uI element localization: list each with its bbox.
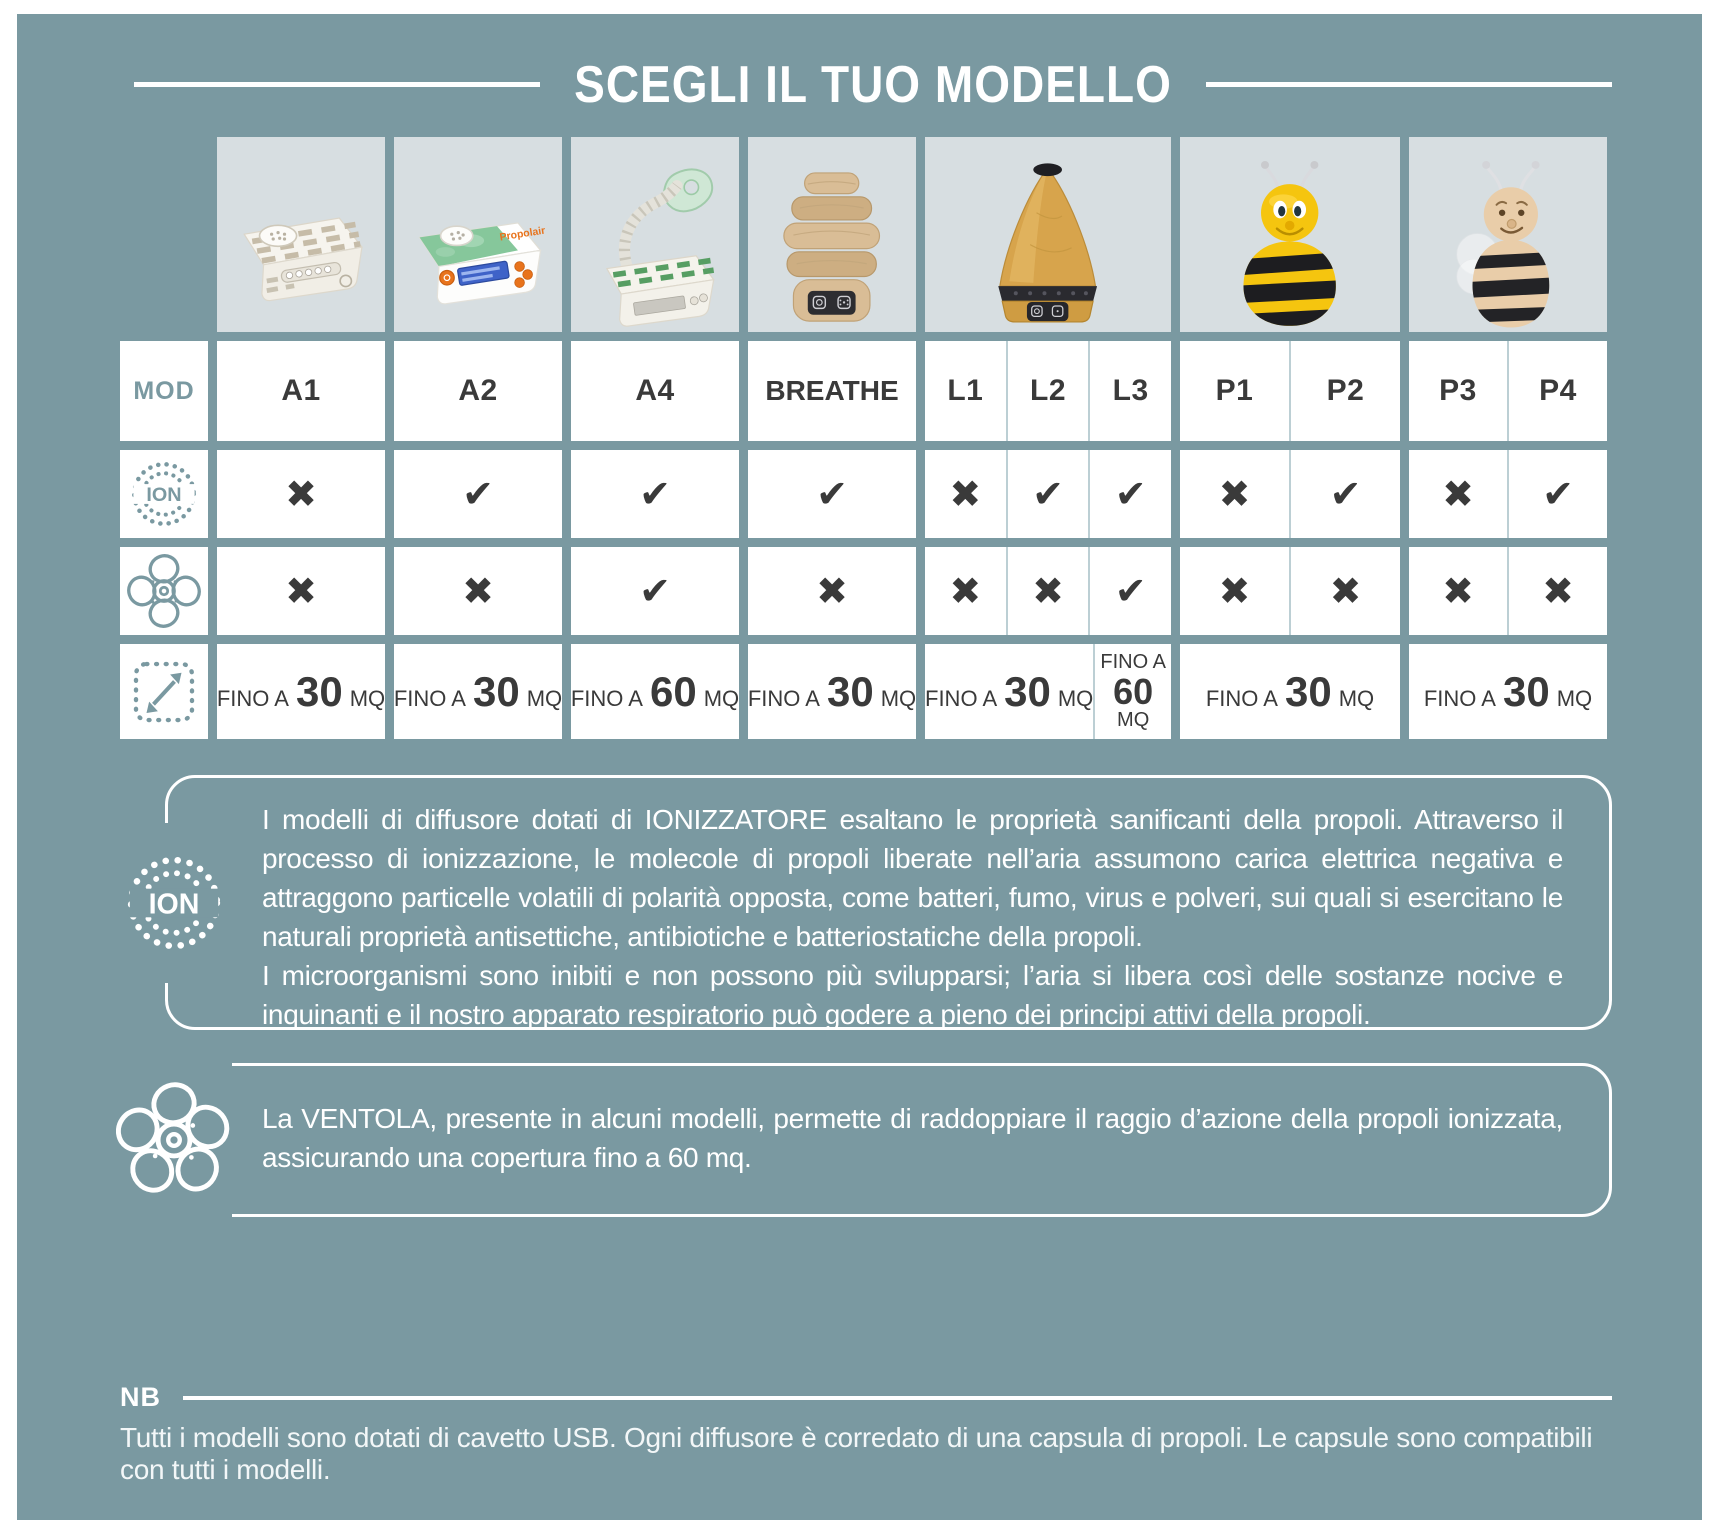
ion-cell-a4: ✔	[571, 450, 739, 538]
coverage-cell-breathe: FINO A 30 MQ	[748, 644, 916, 739]
coverage-cells-l	[925, 644, 1171, 739]
ion-box-icon-text: ION	[148, 887, 200, 920]
ion-icon	[128, 458, 200, 530]
ion-cell-p1: ✖	[1218, 472, 1251, 516]
model-cell-p1: P1	[1215, 374, 1254, 407]
model-cell-p3: P3	[1439, 374, 1477, 407]
coverage-cell-a1: FINO A 30 MQ	[217, 644, 385, 739]
ion-icon-large	[122, 851, 226, 955]
footer-nb-label: NB	[120, 1382, 161, 1412]
title-row	[134, 52, 1612, 116]
model-cell-a4: A4	[571, 341, 739, 441]
row-label-fan	[120, 547, 208, 635]
ion-cell-p2: ✔	[1289, 450, 1400, 538]
footer-rule	[183, 1396, 1612, 1400]
model-cells-l	[925, 341, 1171, 441]
fan-cell-a2: ✖	[394, 547, 562, 635]
ion-cells-p12	[1180, 450, 1400, 538]
fan-paragraph: La VENTOLA, presente in alcuni modelli, permette di raddoppiare il raggio d’azione della propoli ionizzata, assicurando una copertura fino a 60 mq.	[262, 1103, 1563, 1173]
ion-cell-l1: ✖	[949, 472, 982, 516]
fan-cell-p3: ✖	[1442, 569, 1474, 613]
title-rule-left	[134, 82, 540, 87]
coverage-cell-p3-p4: FINO A 30 MQ	[1409, 644, 1607, 739]
ion-icon-text: ION	[146, 484, 182, 507]
fan-cell-breathe: ✖	[748, 547, 916, 635]
model-cell-l1: L1	[947, 374, 984, 407]
ion-cell-breathe: ✔	[748, 450, 916, 538]
ion-cell-a2: ✔	[394, 450, 562, 538]
a2-logo-text: Propolair	[499, 225, 547, 244]
coverage-cell-a4: FINO A 60 MQ	[571, 644, 739, 739]
model-cells-p12	[1180, 341, 1400, 441]
fan-info-box	[165, 1063, 1612, 1217]
fan-cell-l3: ✔	[1088, 547, 1171, 635]
model-cells-p34	[1409, 341, 1607, 441]
a2-diffuser-illustration	[397, 149, 558, 332]
product-image-a2	[394, 137, 562, 332]
ion-cell-p4: ✔	[1507, 450, 1607, 538]
ion-cell-l2: ✔	[1006, 450, 1089, 538]
model-cell-breathe: BREATHE	[748, 341, 916, 441]
product-image-breathe	[748, 137, 916, 332]
fan-flower-icon	[127, 554, 201, 628]
fan-cell-l2: ✖	[1006, 547, 1089, 635]
model-comparison-table	[120, 137, 1607, 739]
model-cell-p4: P4	[1507, 341, 1607, 441]
product-image-a4	[571, 137, 739, 332]
coverage-cell-l3: FINO A 60 MQ	[1093, 644, 1171, 739]
model-cell-a2: A2	[394, 341, 562, 441]
mod-label-text: MOD	[133, 376, 195, 405]
model-cell-a1: A1	[217, 341, 385, 441]
fan-cell-l1: ✖	[949, 569, 982, 613]
title-rule-right	[1206, 82, 1612, 87]
fan-cell-a1: ✖	[217, 547, 385, 635]
ion-cells-p34	[1409, 450, 1607, 538]
breathe-hive-illustration	[752, 149, 911, 332]
fan-cell-p1: ✖	[1218, 569, 1251, 613]
fan-cell-a4: ✔	[571, 547, 739, 635]
teal-panel	[17, 14, 1702, 1520]
footer-note: Tutti i modelli sono dotati di cavetto USB. Ogni diffusore è corredato di una capsula di propoli. Le capsule sono compatibili con tutti i modelli.	[120, 1422, 1593, 1485]
product-image-a1	[217, 137, 385, 332]
product-image-l-series	[925, 137, 1171, 332]
ion-paragraph-1: I modelli di diffusore dotati di IONIZZATORE esaltano le proprietà sanificanti della propoli. Attraverso il processo di ionizzazione, le molecole di propoli liberate nell’aria assumono carica elettrica negativa e attraggono particelle volatili di polarità opposta, come batteri, fumo, virus e polveri, sui quali si esercitano le naturali proprietà antisettiche, antibiotiche e batteriostatiche della propoli.	[262, 804, 1563, 952]
row-label-ion	[120, 450, 208, 538]
model-cell-p2: P2	[1289, 341, 1400, 441]
a1-diffuser-illustration	[220, 149, 381, 332]
wooden-bee-illustration	[1428, 149, 1587, 332]
fan-cells-p12	[1180, 547, 1400, 635]
ion-cell-a1: ✖	[217, 450, 385, 538]
fan-cells-l	[925, 547, 1171, 635]
coverage-cell-l1-l2: FINO A 30 MQ	[925, 667, 1094, 715]
ion-cell-l3: ✔	[1088, 450, 1171, 538]
area-diagonal-arrow-icon	[129, 657, 199, 727]
ionizer-info-box	[148, 775, 1612, 1030]
row-label-mod	[120, 341, 208, 441]
product-image-p3-p4-wooden-bee	[1409, 137, 1607, 332]
a4-diffuser-illustration	[575, 149, 734, 332]
ion-cell-p3: ✖	[1442, 472, 1474, 516]
page-title: SCEGLI IL TUO MODELLO	[574, 54, 1172, 114]
ion-paragraph-2: I microorganismi sono inibiti e non possono più svilupparsi; l’aria si libera così delle sostanze nocive e inquinanti e il nostro apparato respiratorio può godere a pieno dei principi attivi della propoli.	[262, 960, 1563, 1030]
ion-cells-l	[925, 450, 1171, 538]
model-cell-l2: L2	[1006, 341, 1089, 441]
coverage-cell-a2: FINO A 30 MQ	[394, 644, 562, 739]
product-image-p1-p2-bee	[1180, 137, 1400, 332]
bee-diffuser-illustration	[1210, 149, 1369, 332]
l-series-cone-illustration	[960, 149, 1135, 332]
fan-box-icon-wrap	[116, 1060, 232, 1220]
footer-nb-row	[120, 1382, 1612, 1413]
coverage-cell-p1-p2: FINO A 30 MQ	[1180, 644, 1400, 739]
fan-cell-p2: ✖	[1289, 547, 1400, 635]
table-corner-spacer	[120, 137, 208, 332]
ion-box-icon-wrap	[116, 823, 232, 983]
fan-flower-icon-large	[116, 1080, 232, 1200]
fan-cell-p4: ✖	[1507, 547, 1607, 635]
model-cell-l3: L3	[1088, 341, 1171, 441]
row-label-coverage	[120, 644, 208, 739]
fan-cells-p34	[1409, 547, 1607, 635]
